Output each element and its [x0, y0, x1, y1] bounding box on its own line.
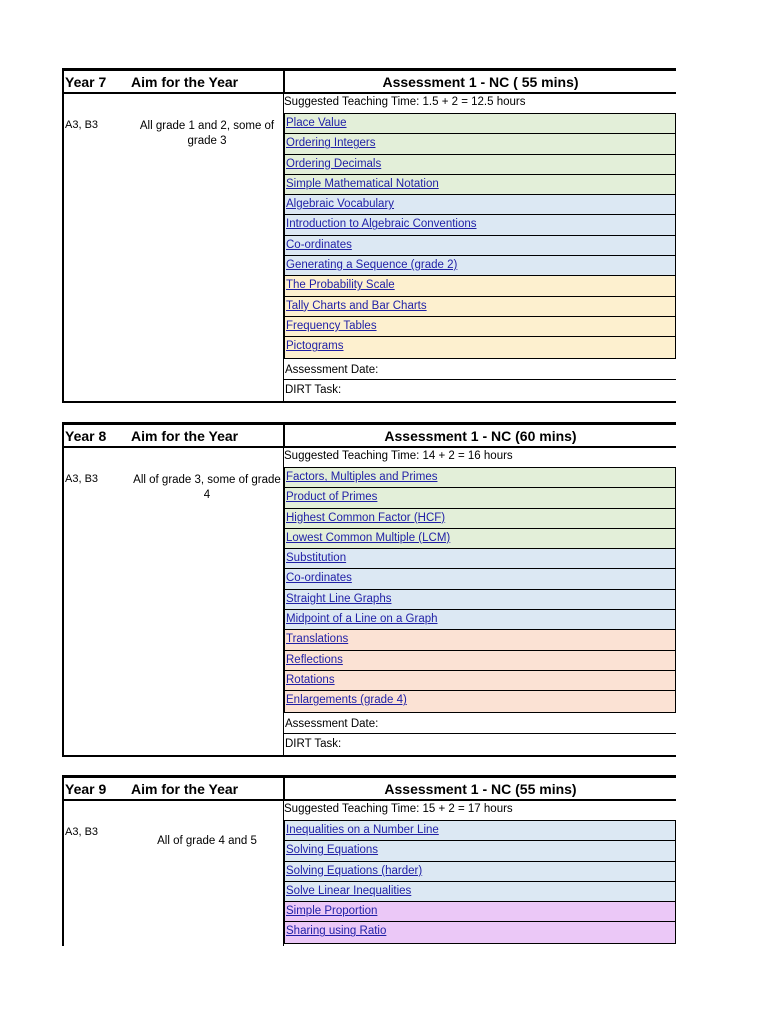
topic-list — [284, 113, 676, 359]
topic-row — [285, 276, 675, 296]
topic-link[interactable]: Introduction to Algebraic Conventions — [286, 218, 477, 231]
topic-link[interactable]: Ordering Decimals — [286, 157, 382, 170]
suggested-time: Suggested Teaching Time: 14 + 2 = 16 hours — [284, 450, 513, 462]
topic-row — [285, 882, 675, 902]
topic-row — [285, 671, 675, 691]
topic-row — [285, 590, 675, 610]
dirt-task-row: DIRT Task: — [285, 738, 342, 750]
topic-row — [285, 468, 675, 488]
topic-row — [285, 610, 675, 630]
topic-link[interactable]: Translations — [286, 633, 349, 646]
topic-list — [284, 467, 676, 713]
year9-header-row — [62, 775, 676, 801]
topic-row — [285, 691, 675, 711]
year8-section — [62, 422, 676, 757]
topic-link[interactable]: Pictograms — [286, 340, 344, 353]
topic-row — [285, 630, 675, 650]
topic-link[interactable]: Ordering Integers — [286, 137, 376, 150]
topic-row — [285, 195, 675, 215]
topic-link[interactable]: Sharing using Ratio — [286, 925, 387, 938]
aim-text: All grade 1 and 2, some of grade 3 — [139, 120, 275, 147]
topic-link[interactable]: Lowest Common Multiple (LCM) — [286, 531, 451, 544]
levels-text: A3, B3 — [65, 826, 99, 838]
topic-row — [285, 337, 675, 357]
levels-text: A3, B3 — [65, 473, 99, 485]
topic-row — [285, 841, 675, 861]
assessment-date-row: Assessment Date: — [284, 360, 676, 380]
topic-row — [285, 922, 675, 942]
aim-header: Aim for the Year — [131, 74, 239, 90]
aim-header: Aim for the Year — [131, 428, 239, 444]
topic-row — [285, 236, 675, 256]
topic-link[interactable]: Generating a Sequence (grade 2) — [286, 259, 458, 272]
topic-row — [285, 155, 675, 175]
topic-link[interactable]: Substitution — [286, 552, 347, 565]
topic-row — [285, 256, 675, 276]
topic-link[interactable]: Factors, Multiples and Primes — [286, 471, 438, 483]
year9-section — [62, 775, 676, 946]
suggested-time: Suggested Teaching Time: 15 + 2 = 17 hours — [284, 803, 513, 815]
aim-text: All of grade 4 and 5 — [157, 835, 257, 847]
dirt-task-row: DIRT Task: — [285, 384, 342, 396]
topic-link[interactable]: Highest Common Factor (HCF) — [286, 511, 446, 524]
year7-header-row — [62, 68, 676, 94]
topic-row — [285, 114, 675, 134]
topic-row — [285, 317, 675, 337]
topic-link[interactable]: Solve Linear Inequalities — [286, 884, 412, 897]
topic-link[interactable]: Midpoint of a Line on a Graph — [286, 613, 438, 626]
topic-row — [285, 549, 675, 569]
levels-text: A3, B3 — [65, 119, 99, 131]
topic-row — [285, 134, 675, 154]
topic-link[interactable]: Co-ordinates — [286, 238, 352, 251]
topic-row — [285, 175, 675, 195]
year9-body — [62, 801, 676, 946]
topic-link[interactable]: Co-ordinates — [286, 572, 352, 585]
topic-row — [285, 821, 675, 841]
assessment-title: Assessment 1 - NC (60 mins) — [384, 428, 577, 444]
topic-link[interactable]: Reflections — [286, 653, 343, 666]
topic-link[interactable]: Straight Line Graphs — [286, 592, 392, 605]
year-label: Year 8 — [65, 428, 107, 444]
aim-header: Aim for the Year — [131, 781, 239, 797]
topic-row — [285, 651, 675, 671]
topic-link[interactable]: Simple Mathematical Notation — [286, 177, 439, 190]
topic-row — [285, 862, 675, 882]
topic-link[interactable]: Solving Equations (harder) — [286, 864, 423, 877]
topic-link[interactable]: Frequency Tables — [286, 319, 377, 332]
topic-link[interactable]: Place Value — [286, 117, 347, 129]
assessment-title: Assessment 1 - NC ( 55 mins) — [382, 74, 579, 90]
topic-row — [285, 488, 675, 508]
year-label: Year 7 — [65, 74, 107, 90]
aim-text: All of grade 3, some of grade 4 — [133, 474, 281, 501]
year7-section — [62, 68, 676, 403]
topic-link[interactable]: Product of Primes — [286, 491, 378, 504]
suggested-time: Suggested Teaching Time: 1.5 + 2 = 12.5 hours — [284, 96, 526, 108]
topic-link[interactable]: Inequalities on a Number Line — [286, 824, 439, 836]
topic-row — [285, 902, 675, 922]
topic-row — [285, 509, 675, 529]
topic-link[interactable]: The Probability Scale — [286, 279, 395, 292]
topic-link[interactable]: Enlargements (grade 4) — [286, 694, 407, 707]
topic-link[interactable]: Solving Equations — [286, 844, 379, 857]
assessment-title: Assessment 1 - NC (55 mins) — [384, 781, 577, 797]
topic-link[interactable]: Simple Proportion — [286, 905, 378, 918]
topic-link[interactable]: Rotations — [286, 673, 335, 686]
topic-list — [284, 820, 676, 944]
year7-body — [62, 94, 676, 403]
topic-row — [285, 569, 675, 589]
topic-link[interactable]: Algebraic Vocabulary — [286, 198, 395, 211]
topic-link[interactable]: Tally Charts and Bar Charts — [286, 299, 427, 312]
year-label: Year 9 — [65, 781, 107, 797]
topic-row — [285, 215, 675, 235]
topic-row — [285, 297, 675, 317]
year8-body — [62, 448, 676, 757]
topic-row — [285, 529, 675, 549]
year8-header-row — [62, 422, 676, 448]
assessment-date-row: Assessment Date: — [284, 714, 676, 734]
